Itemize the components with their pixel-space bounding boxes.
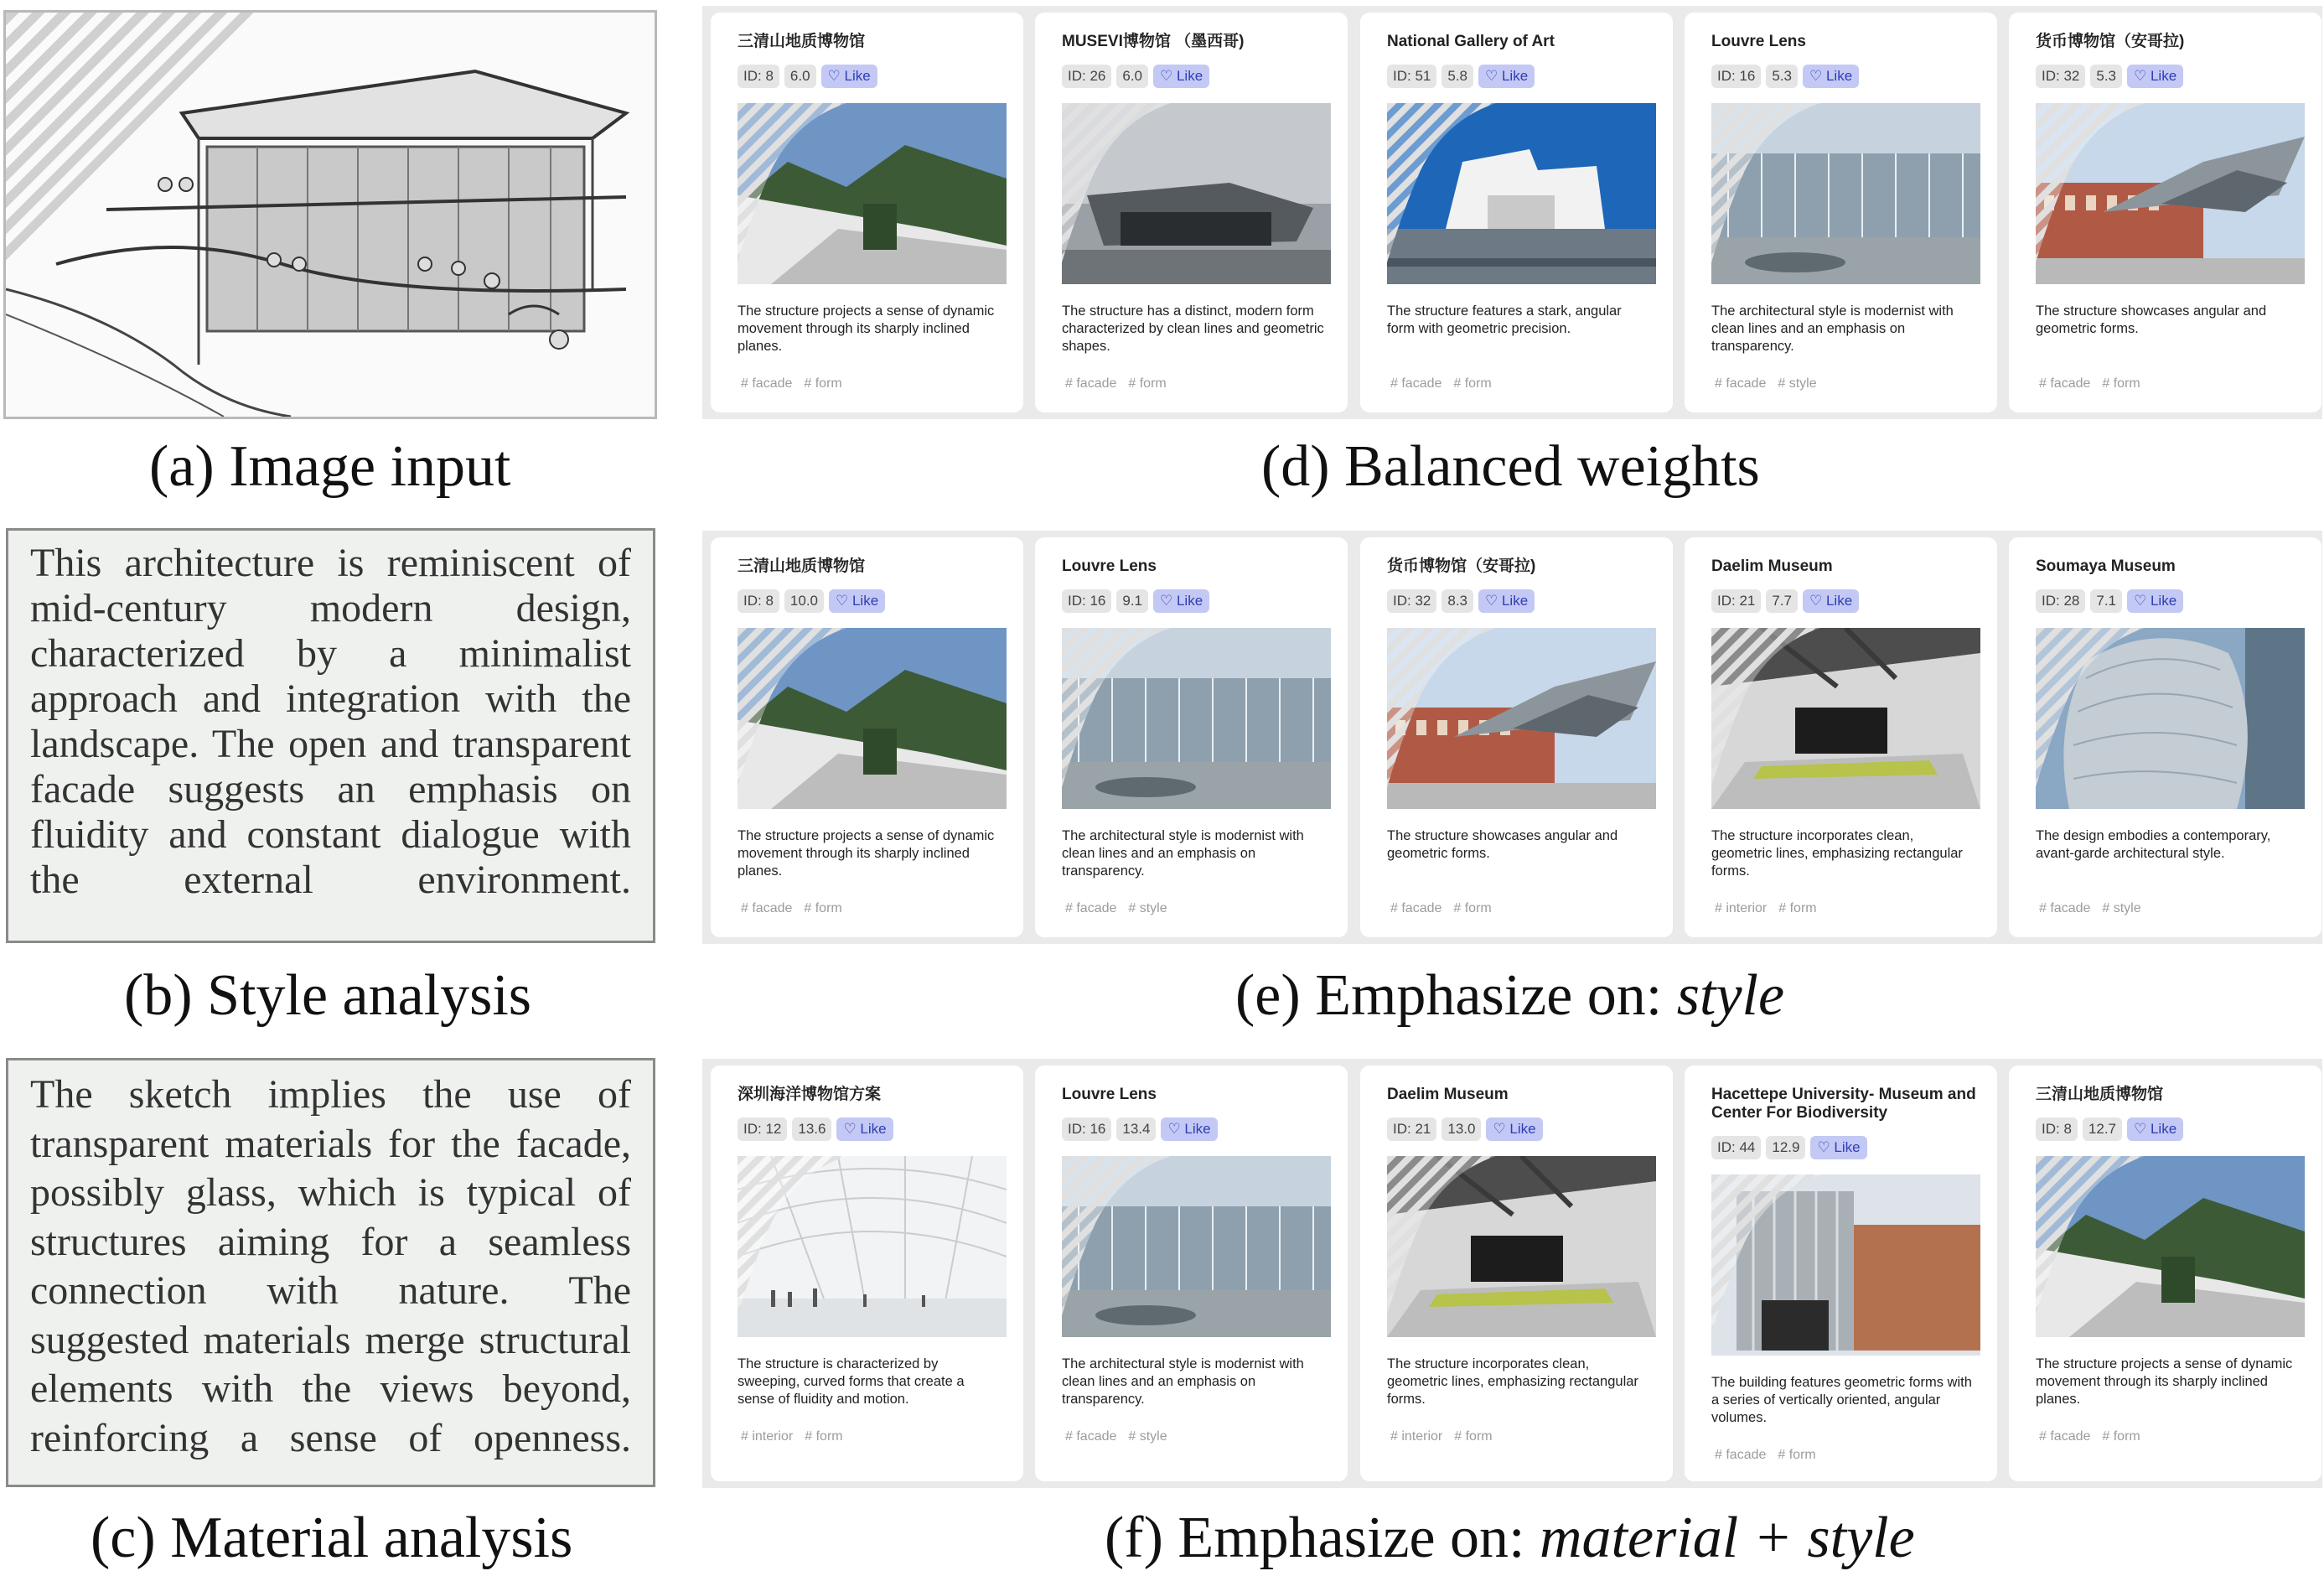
card-description: The structure projects a sense of dynamic movement through its sharply inclined planes. [2036, 1356, 2293, 1407]
tag-chip[interactable]: # form [804, 901, 842, 915]
material-analysis-text: The sketch implies the use of transparent materials for the facade, possibly glass, which is typical of structures aiming for a seamless connection with nature. The suggested materials merge structural elements with the views beyond, reinforcing a sense of openness. [6, 1058, 655, 1487]
tag-chip[interactable]: # facade [1065, 901, 1117, 915]
building-photo [2036, 103, 2305, 284]
like-button[interactable]: ♡ Like [1486, 1117, 1542, 1141]
card-title: Hacettepe University- Museum and Center For Biodiversity [1711, 1086, 1976, 1122]
building-photo [1062, 628, 1331, 809]
result-card[interactable] [711, 13, 1023, 412]
card-tags [1715, 1448, 1828, 1463]
card-tags [1390, 376, 1504, 391]
card-badges [1387, 65, 1535, 88]
id-badge: ID: 16 [1711, 65, 1761, 88]
caption-d: (d) Balanced weights [1261, 434, 1760, 499]
card-tags [2039, 1429, 2152, 1444]
result-card[interactable] [1685, 537, 1997, 937]
building-photo [1387, 1156, 1656, 1337]
building-photo [1711, 628, 1980, 809]
card-description: The architectural style is modernist with clean lines and an emphasis on transparency. [1062, 1356, 1304, 1407]
building-photo [1711, 103, 1980, 284]
tag-chip[interactable]: # facade [1390, 376, 1442, 391]
score-badge: 8.3 [1442, 589, 1473, 613]
card-badges [2036, 1117, 2183, 1141]
result-card[interactable] [1360, 1065, 1673, 1481]
tag-chip[interactable]: # style [2102, 901, 2141, 915]
result-card[interactable] [2009, 13, 2321, 412]
card-title: Louvre Lens [1062, 1086, 1157, 1103]
score-badge: 5.3 [2090, 65, 2122, 88]
card-badges [738, 65, 877, 88]
card-title: MUSEVI博物馆 （墨西哥) [1062, 33, 1245, 50]
like-button[interactable]: ♡ Like [1161, 1117, 1217, 1141]
card-description: The structure incorporates clean, geometric lines, emphasizing rectangular forms. [1711, 828, 1963, 879]
id-badge: ID: 21 [1711, 589, 1761, 613]
result-card[interactable] [1685, 1065, 1997, 1481]
score-badge: 6.0 [784, 65, 816, 88]
card-title: 深圳海洋博物馆方案 [738, 1086, 882, 1103]
score-badge: 10.0 [784, 589, 824, 613]
card-tags [741, 901, 854, 916]
card-description: The structure showcases angular and geometric forms. [2036, 303, 2267, 336]
score-badge: 5.8 [1442, 65, 1473, 88]
tag-chip[interactable]: # facade [741, 901, 793, 915]
like-button[interactable]: ♡ Like [1803, 589, 1859, 613]
tag-chip[interactable]: # facade [1065, 1429, 1117, 1444]
card-title: Soumaya Museum [2036, 557, 2176, 575]
result-card[interactable] [711, 537, 1023, 937]
tag-chip[interactable]: # form [804, 376, 842, 391]
id-badge: ID: 44 [1711, 1136, 1761, 1159]
caption-e: (e) Emphasize on: style [1235, 963, 1785, 1028]
result-card[interactable] [1685, 13, 1997, 412]
card-title: 三清山地质博物馆 [738, 557, 866, 575]
tag-chip[interactable]: # facade [2039, 1429, 2091, 1444]
card-tags [1390, 1429, 1504, 1444]
id-badge: ID: 12 [738, 1117, 787, 1141]
card-description: The architectural style is modernist with clean lines and an emphasis on transparency. [1711, 303, 1954, 354]
like-button[interactable]: ♡ Like [1153, 65, 1209, 88]
card-tags [1065, 1429, 1179, 1444]
tag-chip[interactable]: # facade [741, 376, 793, 391]
card-title: 三清山地质博物馆 [738, 33, 866, 50]
building-photo [1062, 1156, 1331, 1337]
card-badges [1387, 1117, 1543, 1141]
result-card[interactable] [1360, 13, 1673, 412]
building-photo [2036, 628, 2305, 809]
tag-chip[interactable]: # facade [1390, 901, 1442, 915]
card-badges [738, 1117, 893, 1141]
like-button[interactable]: ♡ Like [2127, 589, 2183, 613]
card-description: The structure showcases angular and geometric forms. [1387, 828, 1618, 861]
tag-chip[interactable]: # style [1778, 376, 1817, 391]
card-badges [1062, 65, 1209, 88]
card-title: Daelim Museum [1711, 557, 1833, 575]
tag-chip[interactable]: # interior [741, 1429, 794, 1444]
card-badges [1711, 65, 1859, 88]
tag-chip[interactable]: # facade [1715, 1448, 1767, 1462]
card-description: The architectural style is modernist with clean lines and an emphasis on transparency. [1062, 828, 1304, 879]
score-badge: 6.0 [1116, 65, 1148, 88]
tag-chip[interactable]: # form [1778, 1448, 1816, 1462]
card-tags [1390, 901, 1504, 916]
score-badge: 5.3 [1766, 65, 1798, 88]
tag-chip[interactable]: # form [1128, 376, 1167, 391]
result-card[interactable] [1035, 13, 1348, 412]
results-panel-material-style [702, 1059, 2322, 1488]
score-badge: 12.9 [1766, 1136, 1805, 1159]
result-card[interactable] [1035, 537, 1348, 937]
card-badges [1711, 1136, 1867, 1159]
card-description: The design embodies a contemporary, avant-garde architectural style. [2036, 828, 2271, 861]
tag-chip[interactable]: # form [1778, 901, 1817, 915]
score-badge: 13.6 [792, 1117, 831, 1141]
building-photo [738, 628, 1007, 809]
like-button[interactable]: ♡ Like [1810, 1136, 1866, 1159]
card-title: Daelim Museum [1387, 1086, 1509, 1103]
tag-chip[interactable]: # form [805, 1429, 843, 1444]
caption-c: (c) Material analysis [91, 1506, 573, 1570]
results-panel-balanced [702, 6, 2322, 419]
card-tags [741, 376, 854, 391]
card-badges [1387, 589, 1535, 613]
result-card[interactable] [2009, 537, 2321, 937]
id-badge: ID: 8 [2036, 1117, 2078, 1141]
card-tags [1065, 376, 1178, 391]
tag-chip[interactable]: # form [2102, 1429, 2140, 1444]
result-card[interactable] [1035, 1065, 1348, 1481]
tag-chip[interactable]: # facade [2039, 901, 2091, 915]
caption-b: (b) Style analysis [124, 963, 532, 1028]
card-title: 货币博物馆（安哥拉) [2036, 33, 2185, 50]
tag-chip[interactable]: # facade [2039, 376, 2091, 391]
tag-chip[interactable]: # facade [1065, 376, 1117, 391]
id-badge: ID: 26 [1062, 65, 1111, 88]
id-badge: ID: 32 [1387, 589, 1436, 613]
score-badge: 7.1 [2090, 589, 2122, 613]
card-badges [2036, 589, 2183, 613]
card-title: Louvre Lens [1062, 557, 1157, 575]
card-description: The structure features a stark, angular form with geometric precision. [1387, 303, 1622, 336]
id-badge: ID: 16 [1062, 1117, 1111, 1141]
id-badge: ID: 28 [2036, 589, 2085, 613]
card-badges [2036, 65, 2183, 88]
card-badges [1711, 589, 1859, 613]
card-description: The building features geometric forms with a series of vertically oriented, angular volumes. [1711, 1375, 1972, 1425]
like-button[interactable]: ♡ Like [1478, 65, 1535, 88]
like-button[interactable]: ♡ Like [2127, 1117, 2183, 1141]
building-photo [1062, 103, 1331, 284]
score-badge: 7.7 [1766, 589, 1798, 613]
score-badge: 12.7 [2083, 1117, 2122, 1141]
card-title: 货币博物馆（安哥拉) [1387, 557, 1536, 575]
like-button[interactable]: ♡ Like [836, 1117, 893, 1141]
result-card[interactable] [711, 1065, 1023, 1481]
building-photo [1387, 103, 1656, 284]
tag-chip[interactable]: # form [1453, 901, 1492, 915]
building-photo [1711, 1174, 1980, 1356]
id-badge: ID: 32 [2036, 65, 2085, 88]
card-title: 三清山地质博物馆 [2036, 1086, 2164, 1103]
card-tags [2039, 376, 2152, 391]
results-panel-style [702, 531, 2322, 944]
tag-chip[interactable]: # form [1453, 376, 1492, 391]
id-badge: ID: 21 [1387, 1117, 1436, 1141]
result-card[interactable] [1360, 537, 1673, 937]
caption-f: (f) Emphasize on: material + style [1105, 1506, 1915, 1570]
tag-chip[interactable]: # style [1128, 1429, 1167, 1444]
card-badges [738, 589, 885, 613]
id-badge: ID: 8 [738, 589, 779, 613]
card-badges [1062, 1117, 1218, 1141]
card-description: The structure projects a sense of dynamic movement through its sharply inclined planes. [738, 828, 995, 879]
card-badges [1062, 589, 1209, 613]
score-badge: 13.4 [1116, 1117, 1156, 1141]
score-badge: 9.1 [1116, 589, 1148, 613]
card-description: The structure incorporates clean, geometric lines, emphasizing rectangular forms. [1387, 1356, 1638, 1407]
building-photo [1387, 628, 1656, 809]
card-tags [741, 1429, 855, 1444]
building-photo [738, 103, 1007, 284]
id-badge: ID: 16 [1062, 589, 1111, 613]
card-title: National Gallery of Art [1387, 33, 1555, 50]
like-button[interactable]: ♡ Like [1803, 65, 1859, 88]
card-tags [1715, 376, 1829, 391]
like-button[interactable]: ♡ Like [1153, 589, 1209, 613]
card-tags [1715, 901, 1829, 916]
score-badge: 13.0 [1442, 1117, 1481, 1141]
like-button[interactable]: ♡ Like [829, 589, 885, 613]
tag-chip[interactable]: # style [1128, 901, 1167, 915]
card-title: Louvre Lens [1711, 33, 1806, 50]
id-badge: ID: 8 [738, 65, 779, 88]
like-button[interactable]: ♡ Like [2127, 65, 2183, 88]
like-button[interactable]: ♡ Like [821, 65, 877, 88]
card-tags [2039, 901, 2153, 916]
card-description: The structure has a distinct, modern form characterized by clean lines and geometric shapes. [1062, 303, 1324, 354]
tag-chip[interactable]: # form [1454, 1429, 1493, 1444]
building-photo [738, 1156, 1007, 1337]
style-analysis-text: This architecture is reminiscent of mid-century modern design, characterized by a minimalist approach and integration with the landscape. The open and transparent facade suggests an emphasis on fluidity and constant dialogue with the external environment. [6, 528, 655, 943]
tag-chip[interactable]: # form [2102, 376, 2140, 391]
card-description: The structure is characterized by sweeping, curved forms that create a sense of fluidity and motion. [738, 1356, 965, 1407]
caption-a: (a) Image input [149, 434, 511, 499]
tag-chip[interactable]: # interior [1390, 1429, 1443, 1444]
card-description: The structure projects a sense of dynamic movement through its sharply inclined planes. [738, 303, 995, 354]
like-button[interactable]: ♡ Like [1478, 589, 1535, 613]
tag-chip[interactable]: # facade [1715, 376, 1767, 391]
building-photo [2036, 1156, 2305, 1337]
id-badge: ID: 51 [1387, 65, 1436, 88]
result-card[interactable] [2009, 1065, 2321, 1481]
card-tags [1065, 901, 1179, 916]
input-sketch-image [3, 10, 657, 419]
tag-chip[interactable]: # interior [1715, 901, 1768, 915]
